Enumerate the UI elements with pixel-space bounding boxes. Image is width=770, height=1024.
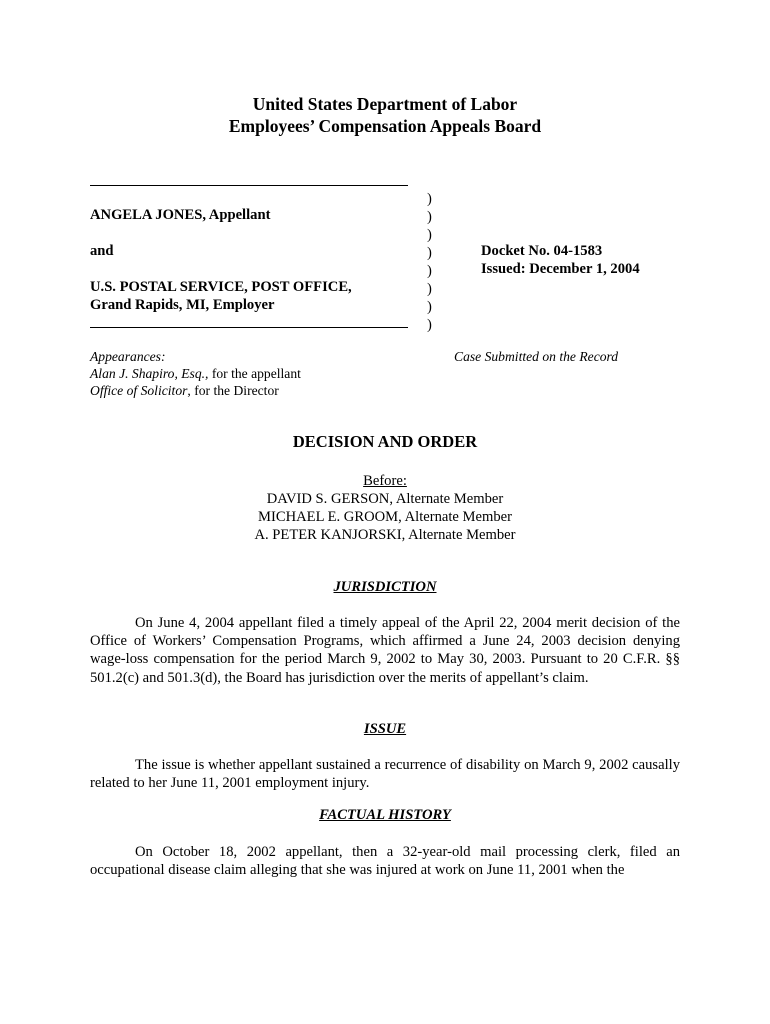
counsel-name: Alan J. Shapiro, Esq., — [90, 366, 209, 381]
caption-top-rule — [90, 185, 408, 186]
issue-heading: ISSUE — [363, 721, 407, 737]
issued-date: Issued: December 1, 2004 — [481, 261, 640, 277]
jurisdiction-text: On June 4, 2004 appellant filed a timely appeal of the April 22, 2004 merit decision of the Office of Workers’ Compensation Programs, which affirmed a June 24, 2003 decision denying wage-loss compensation for the period March 9, 2002 to May 30, 2003. Pursuant to 20 C.F.R. §§ 501.2(c) and 501.3(d), the Board has jurisdiction over the merits of appellant’s claim. — [90, 615, 680, 686]
factual-history-heading: FACTUAL HISTORY — [319, 807, 451, 823]
paren-7: ) — [427, 299, 432, 315]
factual-history-text: On October 18, 2002 appellant, then a 32-year-old mail processing clerk, filed an occupational disease claim alleging that she was injured at work on June 11, 2001 when the — [90, 844, 680, 879]
board-title: Employees’ Compensation Appeals Board — [228, 116, 542, 136]
member-3: A. PETER KANJORSKI, Alternate Member — [254, 527, 516, 543]
factual-history-paragraph — [90, 843, 680, 879]
paren-2: ) — [427, 209, 432, 225]
paren-8: ) — [427, 317, 432, 333]
paren-5: ) — [427, 263, 432, 279]
issue-text: The issue is whether appellant sustained a recurrence of disability on March 9, 2002 causally related to her June 11, 2001 employment injury. — [90, 757, 680, 792]
director-counsel — [90, 382, 279, 400]
member-2: MICHAEL E. GROOM, Alternate Member — [258, 509, 512, 525]
jurisdiction-paragraph — [90, 614, 680, 687]
before-text: Before: — [363, 473, 407, 489]
caption-and: and — [90, 243, 114, 259]
issue-paragraph — [90, 756, 680, 792]
jurisdiction-heading: JURISDICTION — [333, 579, 437, 595]
member-1: DAVID S. GERSON, Alternate Member — [266, 491, 504, 507]
decision-title: DECISION AND ORDER — [292, 432, 478, 451]
appellant-counsel — [90, 365, 301, 383]
paren-4: ) — [427, 245, 432, 261]
before-label — [0, 472, 770, 490]
appearances-label: Appearances: — [90, 349, 166, 364]
director-name: Office of Solicitor — [90, 383, 188, 398]
counsel-role: for the appellant — [208, 366, 301, 381]
agency-title: United States Department of Labor — [252, 94, 518, 114]
caption-bottom-rule — [90, 327, 408, 328]
director-role: , for the Director — [187, 383, 279, 398]
paren-1: ) — [427, 191, 432, 207]
docket-number: Docket No. 04-1583 — [481, 243, 603, 259]
paren-6: ) — [427, 281, 432, 297]
employer-line-2: Grand Rapids, MI, Employer — [90, 297, 275, 313]
caption-parentheses — [427, 190, 439, 334]
appellant-name: ANGELA JONES, Appellant — [90, 207, 271, 223]
paren-3: ) — [427, 227, 432, 243]
employer-line-1: U.S. POSTAL SERVICE, POST OFFICE, — [90, 279, 352, 295]
case-submitted: Case Submitted on the Record — [454, 349, 619, 364]
